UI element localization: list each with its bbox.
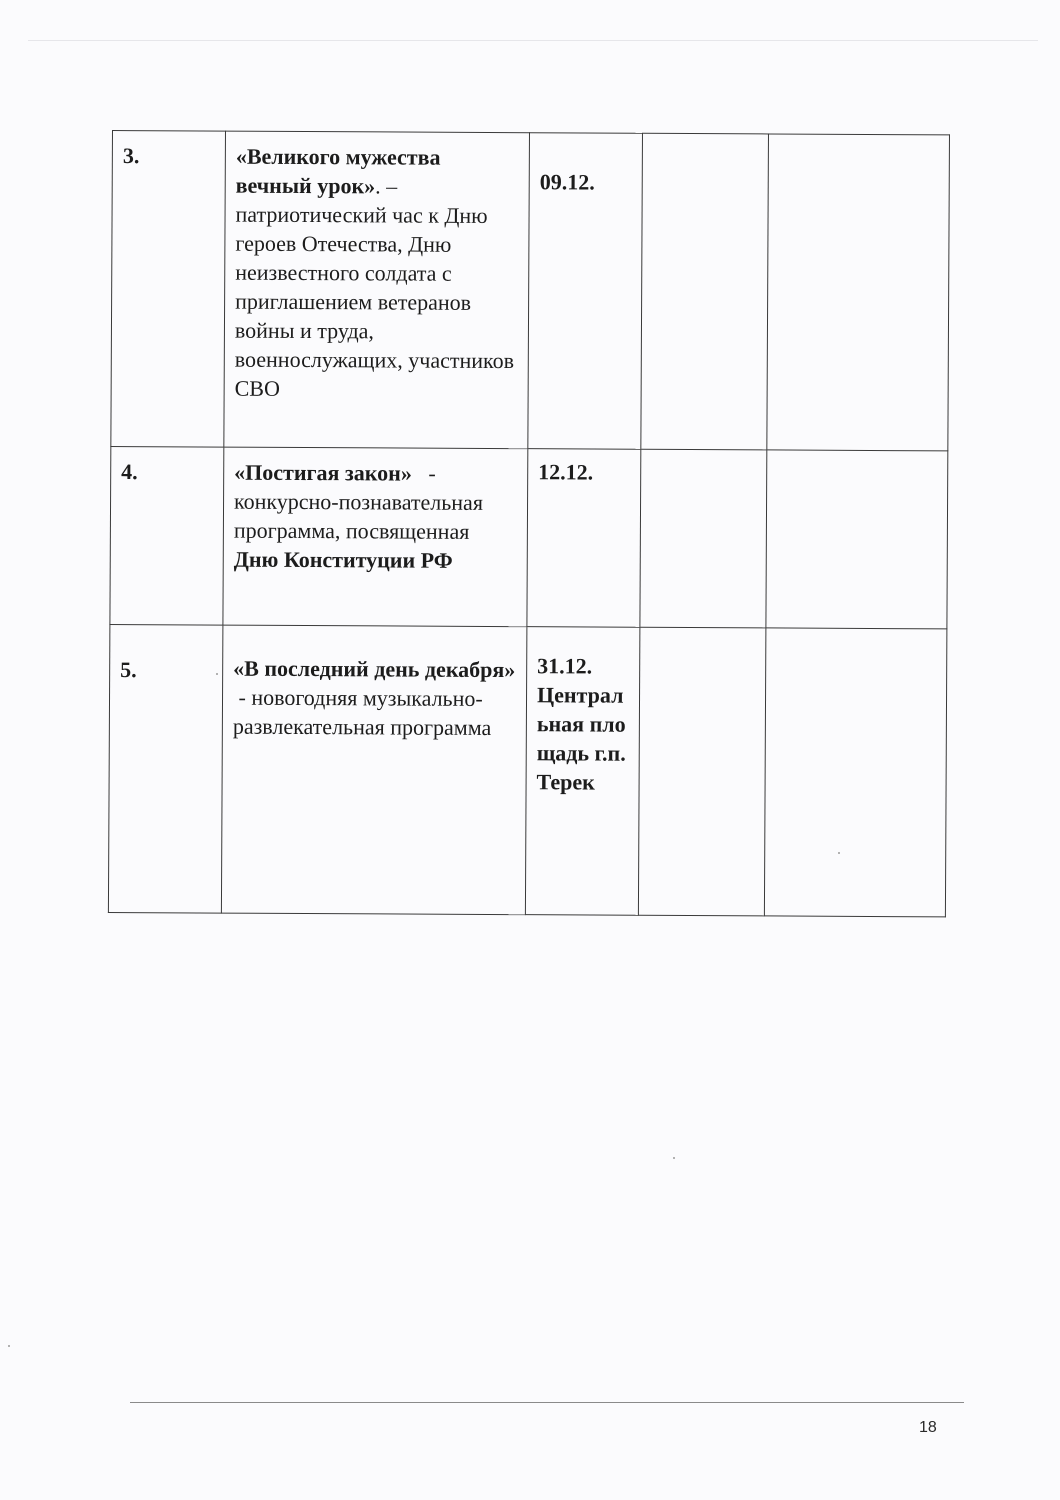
page-number: 18 xyxy=(919,1419,937,1436)
event-description: новогодняя музыкально-развлекательная программа xyxy=(232,684,492,740)
row-number: 3. xyxy=(111,131,226,448)
event-title-cell xyxy=(223,447,528,627)
empty-cell xyxy=(640,449,767,628)
scan-speck xyxy=(838,852,840,854)
title-separator: - xyxy=(411,460,436,486)
table-row xyxy=(110,446,948,628)
footer-divider xyxy=(130,1402,964,1403)
event-description-emphasis: Дню Конституции РФ xyxy=(233,546,453,573)
event-title: «Постигая закон» xyxy=(234,459,412,486)
event-description: конкурсно-познавательная программа, посвященная xyxy=(233,488,484,544)
event-place: Центральная площадь г.п.Терек xyxy=(536,682,626,795)
top-divider xyxy=(28,40,1038,41)
event-title-cell xyxy=(221,625,527,915)
empty-cell xyxy=(764,628,947,917)
event-date: 09.12. xyxy=(528,133,643,450)
title-separator: - xyxy=(232,684,252,710)
title-separator: . – xyxy=(375,173,398,199)
event-title: «В последний день декабря» xyxy=(233,655,516,683)
scan-speck xyxy=(673,1157,675,1159)
scan-speck xyxy=(216,673,218,675)
row-number: 5. xyxy=(108,624,223,913)
event-title: «Великого мужества вечный урок» xyxy=(235,143,441,199)
empty-cell xyxy=(767,134,950,451)
event-date-cell xyxy=(525,627,640,916)
event-date: 12.12. xyxy=(527,449,641,628)
empty-cell xyxy=(638,627,766,916)
event-title-cell xyxy=(224,131,530,449)
table-row xyxy=(111,131,950,451)
empty-cell xyxy=(766,450,948,629)
scan-speck xyxy=(8,1345,10,1347)
event-description: патриотический час к Дню героев Отечества, Дню неизвестного солдата с приглашением ветеранов войны и труда, военнослужащих, участников СВО xyxy=(234,201,515,401)
empty-cell xyxy=(641,133,769,450)
events-table xyxy=(108,130,950,917)
event-date: 31.12. xyxy=(537,653,593,679)
row-number: 4. xyxy=(110,446,224,625)
table-row xyxy=(108,624,946,916)
